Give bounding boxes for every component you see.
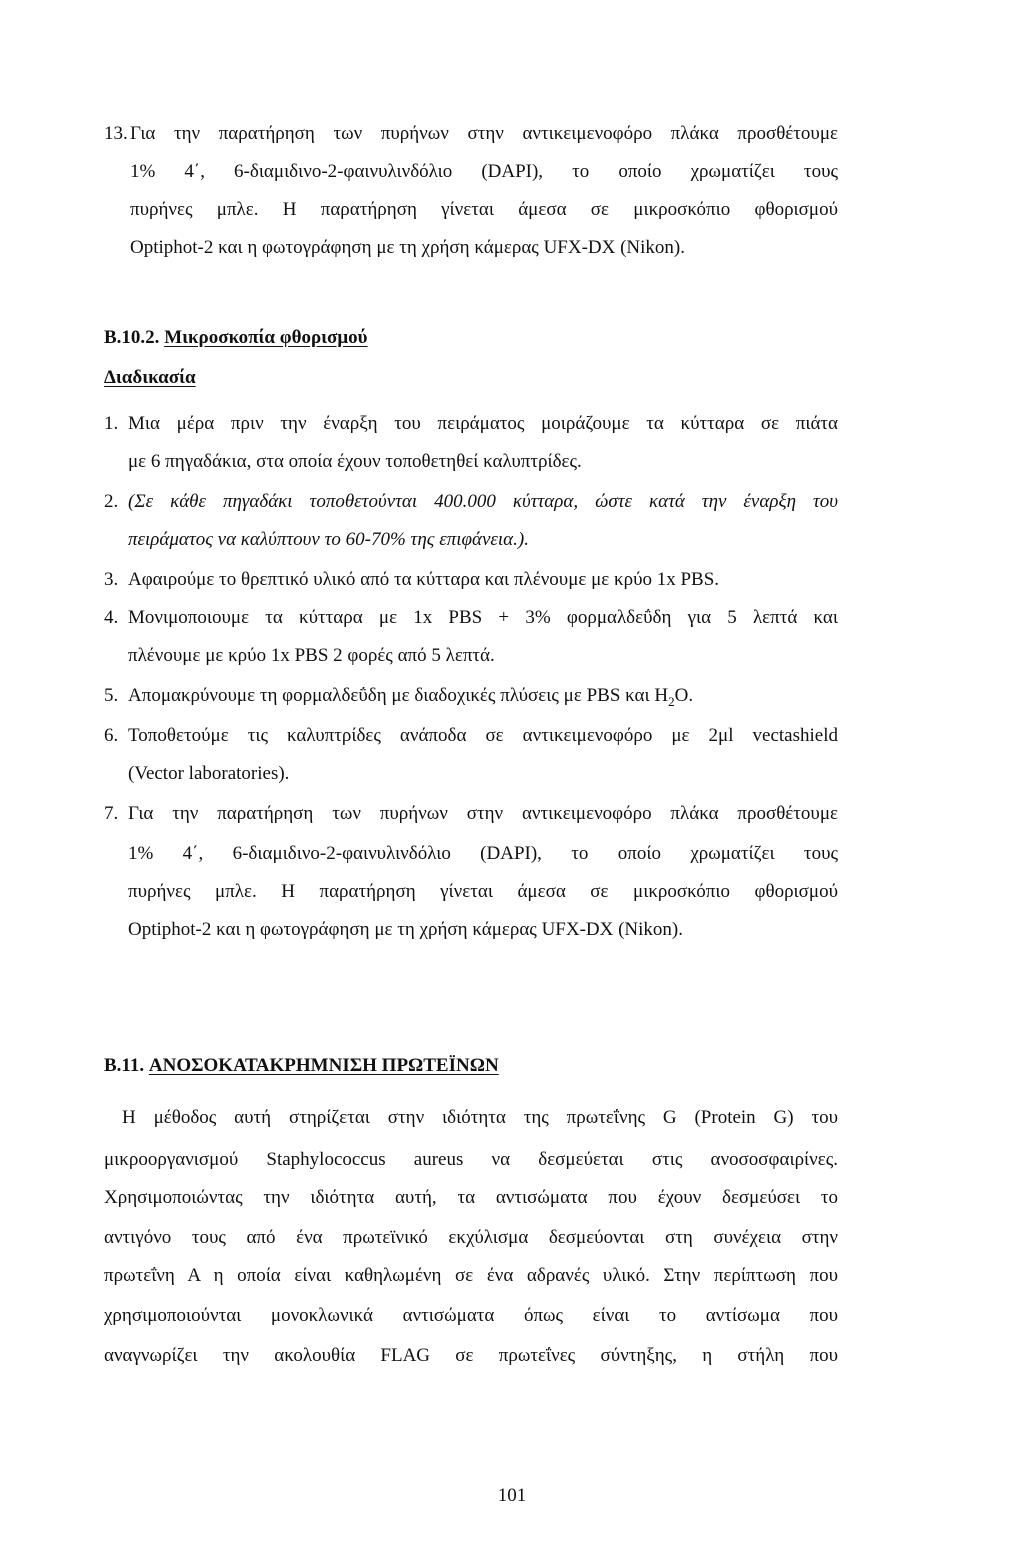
section-heading-b10-2 bbox=[104, 326, 368, 350]
paragraph-line: Χρησιμοποιώντας την ιδιότητα αυτή, τα αντισώματα που έχουν δεσμεύσει το bbox=[104, 1187, 838, 1208]
item-number: 2. bbox=[104, 491, 119, 512]
item-line: (Vector laboratories). bbox=[128, 763, 290, 784]
item-line: πυρήνες μπλε. Η παρατήρηση γίνεται άμεσα σε μικροσκόπιο φθορισμού bbox=[128, 881, 838, 902]
paragraph-line: μικροοργανισμού Staphylococcus aureus να δεσμεύεται στις ανοσοσφαιρίνες. bbox=[104, 1149, 838, 1170]
item-line: πειράματος να καλύπτουν το 60-70% της επιφάνεια.). bbox=[128, 529, 529, 550]
subscript: 2 bbox=[668, 693, 675, 709]
item-line: πλένουμε με κρύο 1x PBS 2 φορές από 5 λεπτά. bbox=[128, 645, 495, 666]
item-line: Τοποθετούμε τις καλυπτρίδες ανάποδα σε αντικειμενοφόρο με 2μl vectashield bbox=[128, 725, 838, 746]
paragraph-line: αναγνωρίζει την ακολουθία FLAG σε πρωτεΐνες σύντηξης, η στήλη που bbox=[104, 1345, 838, 1366]
item-line: Για την παρατήρηση των πυρήνων στην αντικειμενοφόρο πλάκα προσθέτουμε bbox=[128, 803, 838, 824]
item-number: 3. bbox=[104, 569, 119, 590]
item-number: 1. bbox=[104, 413, 119, 434]
item-line: Optiphot-2 και η φωτογράφηση με τη χρήση κάμερας UFX-DX (Nikon). bbox=[128, 919, 683, 940]
item-line: Μονιμοποιουμε τα κύτταρα με 1x PBS + 3% φορμαλδεΰδη για 5 λεπτά και bbox=[128, 607, 838, 628]
item-number: 5. bbox=[104, 685, 119, 706]
item-number: 7. bbox=[104, 803, 119, 824]
procedure-subheading: Διαδικασία bbox=[104, 367, 196, 388]
section-title: Μικροσκοπία φθορισμού bbox=[164, 327, 368, 348]
paragraph-line: αντιγόνο τους από ένα πρωτεϊνικό εκχύλισμα δεσμεύονται στη συνέχεια στην bbox=[104, 1227, 838, 1248]
item-line: 1% 4΄, 6-διαμιδινο-2-φαινυλινδόλιο (DAPI), το οποίο χρωματίζει τους bbox=[128, 843, 838, 864]
paragraph-line: Η μέθοδος αυτή στηρίζεται στην ιδιότητα της πρωτεΐνης G (Protein G) του bbox=[122, 1107, 838, 1128]
line-text: O. bbox=[674, 685, 694, 706]
paragraph-line: χρησιμοποιούνται μονοκλωνικά αντισώματα όπως είναι το αντίσωμα που bbox=[104, 1305, 838, 1326]
item-line: πυρήνες μπλε. Η παρατήρηση γίνεται άμεσα σε μικροσκόπιο φθορισμού bbox=[130, 199, 838, 220]
item-number: 4. bbox=[104, 607, 119, 628]
item-line: Αφαιρούμε το θρεπτικό υλικό από τα κύτταρα και πλένουμε με κρύο 1x PBS. bbox=[128, 569, 720, 590]
section-number: B.10.2. bbox=[104, 327, 160, 348]
section-title: ΑΝΟΣΟΚΑΤΑΚΡΗΜΝΙΣΗ ΠΡΩΤΕΪΝΩΝ bbox=[148, 1055, 499, 1076]
item-line: Optiphot-2 και η φωτογράφηση με τη χρήση κάμερας UFX-DX (Nikon). bbox=[130, 237, 685, 258]
paragraph-line: πρωτεΐνη Α η οποία είναι καθηλωμένη σε ένα αδρανές υλικό. Στην περίπτωση που bbox=[104, 1265, 838, 1286]
item-line: (Σε κάθε πηγαδάκι τοποθετούνται 400.000 κύτταρα, ώστε κατά την έναρξη του bbox=[128, 491, 838, 512]
page-number: 101 bbox=[497, 1485, 527, 1506]
item-line: 1% 4΄, 6-διαμιδινο-2-φαινυλινδόλιο (DAPI), το οποίο χρωματίζει τους bbox=[130, 161, 838, 182]
line-text: Απομακρύνουμε τη φορμαλδεΰδη με διαδοχικές πλύσεις με PBS και H bbox=[128, 685, 669, 706]
item-number: 6. bbox=[104, 725, 119, 746]
item-line: Για την παρατήρηση των πυρήνων στην αντικειμενοφόρο πλάκα προσθέτουμε bbox=[130, 123, 838, 144]
section-number: B.11. bbox=[104, 1055, 145, 1076]
item-line bbox=[128, 684, 693, 714]
section-heading-b11 bbox=[104, 1054, 499, 1078]
item-number: 13. bbox=[104, 123, 128, 144]
item-line: με 6 πηγαδάκια, στα οποία έχουν τοποθετηθεί καλυπτρίδες. bbox=[128, 451, 582, 472]
item-line: Μια μέρα πριν την έναρξη του πειράματος μοιράζουμε τα κύτταρα σε πιάτα bbox=[128, 413, 838, 434]
